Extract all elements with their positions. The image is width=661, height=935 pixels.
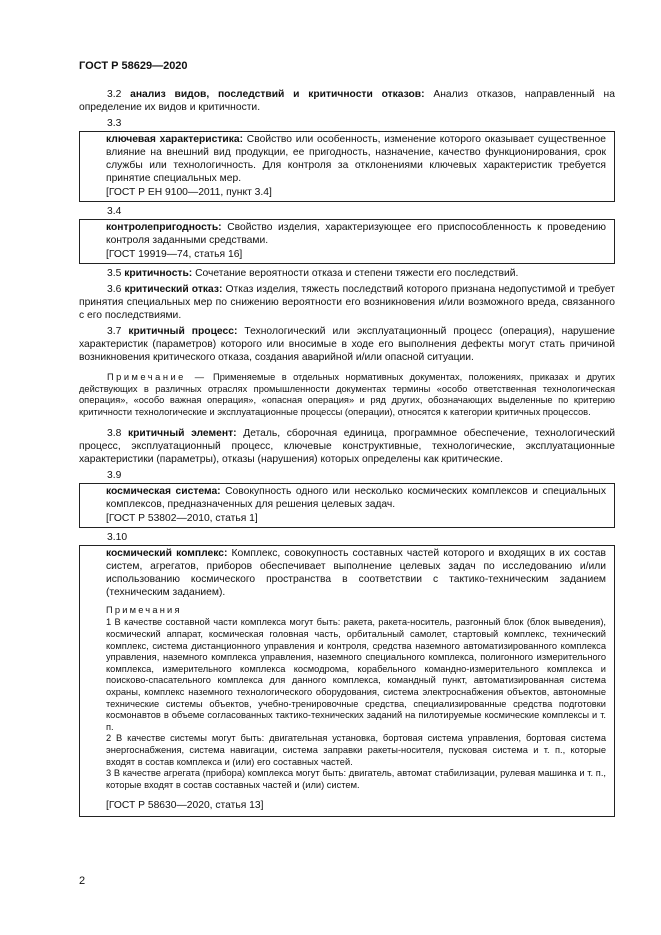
term-definition: Сочетание вероятности отказа и степени тяжести его последствий. (195, 268, 519, 279)
term-3-6 (79, 283, 615, 322)
term-definition: Отказ изделия, тяжесть последствий которого признана недопустимой и требует принятия специальных мер по снижению вероятности его возникновения и/или возможного вреда, связанного с его последствиями. (79, 284, 615, 321)
term-number-3-4: 3.4 (107, 206, 122, 217)
term-source: [ГОСТ 19919—74, статья 16] (106, 249, 243, 260)
term-name: критический отказ: (124, 284, 223, 295)
term-3-10 (106, 547, 606, 599)
term-source: [ГОСТ Р ЕН 9100—2011, пункт 3.4] (106, 187, 272, 198)
term-name: космическая система: (106, 486, 221, 498)
term-3-8 (79, 427, 615, 466)
term-number: 3.6 (107, 284, 122, 295)
term-number-3-9: 3.9 (107, 470, 122, 482)
term-number: 3.5 (107, 268, 122, 279)
notes-label: Примечания (106, 605, 182, 616)
page-number: 2 (79, 875, 86, 887)
term-definition: Анализ отказов, направленный на определение их видов и критичности. (79, 89, 615, 113)
note-3: 3 В качестве агрегата (прибора) комплекса могут быть: двигатель, автомат стабилизации, рулевая машинка и т. п., которые входят в состав составных частей и (или) систем. (106, 768, 606, 790)
term-3-4 (106, 221, 606, 247)
note-3-7 (79, 372, 615, 418)
term-box-3-9 (79, 483, 615, 528)
term-number: 3.7 (107, 326, 122, 337)
note-2: 2 В качестве системы могут быть: двигательная установка, бортовая система управления, бортовая система энергоснабжения, система навигации, система заправки ракеты-носителя, пусковая система и т. п., которые входят в состав комплекса и (или) его составных частей. (106, 733, 606, 767)
term-name: критичный процесс: (128, 326, 238, 337)
term-box-3-3 (79, 131, 615, 202)
term-definition: Свойство или особенность, изменение которого оказывает существенное влияние на внешний вид продукции, ее пригодность, назначение, качество функционирования, срок службы или технологичность. Для контроля за отклонениями ключевых характеристик требуется принятие специальных мер. (106, 134, 606, 184)
term-3-2 (79, 88, 615, 114)
document-code-header: ГОСТ Р 58629—2020 (79, 60, 188, 72)
term-number: 3.8 (107, 428, 122, 440)
note-label: Примечание — (107, 372, 207, 382)
term-name: критичность: (124, 268, 193, 279)
term-number-3-3: 3.3 (107, 118, 122, 129)
term-box-3-10 (79, 545, 615, 817)
term-definition: Технологический или эксплуатационный процесс (операция), нарушение характеристик (параметров) которого или вносимые в ходе его выполнения дефекты могут стать причиной возникновения критического отказа, создания аварийной и/или опасной ситуации. (79, 326, 615, 363)
term-3-7 (79, 325, 615, 364)
term-number-3-10: 3.10 (107, 532, 128, 544)
term-source: [ГОСТ Р 53802—2010, статья 1] (106, 513, 258, 525)
term-3-3 (106, 133, 606, 185)
term-name: ключевая характеристика: (106, 134, 244, 145)
term-3-5 (79, 267, 615, 280)
terms-content (79, 88, 615, 817)
term-name: анализ видов, последствий и критичности отказов: (130, 89, 425, 100)
term-number: 3.2 (107, 89, 122, 100)
note-1: 1 В качестве составной части комплекса могут быть: ракета, ракета-носитель, разгонный блок (блок выведения), космический аппарат, космическая головная часть, орбитальный самолет, стартовый комплекс, технический комплекс, система дистанционного управления и контроля, средства наземного автоматизированного комплекса управления, наземного комплекса управления, наземного специального комплекса, полигонного измерительного комплекса, измерительного комплекса космодрома, корабельного командно-измерительного комплекса и поисково-спасательного комплекса для данного комплекса, командный пункт, автоматизированная система охраны, комплекс наземного технологического оборудования, система электроснабжения объектов, автономные технические системы объектов, учебно-тренировочные средства, специализированные средства подготовки космонавтов в объеме согласованных тактико-технических заданий на пилотируемые космические комплексы и т. п. (106, 617, 606, 732)
term-3-9 (106, 485, 606, 511)
term-name: контролепригодность: (106, 222, 222, 233)
term-name: критичный элемент: (127, 428, 237, 440)
term-name: космический комплекс: (106, 548, 228, 560)
term-source: [ГОСТ Р 58630—2020, статья 13] (106, 800, 264, 812)
term-definition: Деталь, сборочная единица, программное обеспечение, технологический процесс, эксплуатационный процесс, ключевые конструктивные, технологические, эксплуатационные характеристики (параметры), отказы (нарушения) которых определены как критические. (79, 428, 615, 466)
note-text: Применяемые в отдельных нормативных документах, положениях, приказах и других действующих в различных отраслях промышленности документах термины «особо ответственная технологическая операция», «особо важная операция», «опасная операция» и ряд других, обозначающих выделенные по критерию критичности технологические и эксплуатационные процессы (операции), относятся к категории критичных процессов. (79, 372, 615, 417)
term-definition: Свойство изделия, характеризующее его приспособленность к проведению контроля заданными средствами. (106, 222, 606, 246)
term-definition: Комплекс, совокупность составных частей которого и входящих в их состав систем, агрегатов, приборов обеспечивает выполнение целевых задач по исследованию и/или использованию космического пространства в соответствии с тактико-техническим заданием (техническим заданием). (106, 548, 606, 599)
term-box-3-4 (79, 219, 615, 264)
term-definition: Совокупность одного или несколько космических комплексов и специальных комплексов, предназначенных для решения целевых задач. (106, 486, 606, 511)
